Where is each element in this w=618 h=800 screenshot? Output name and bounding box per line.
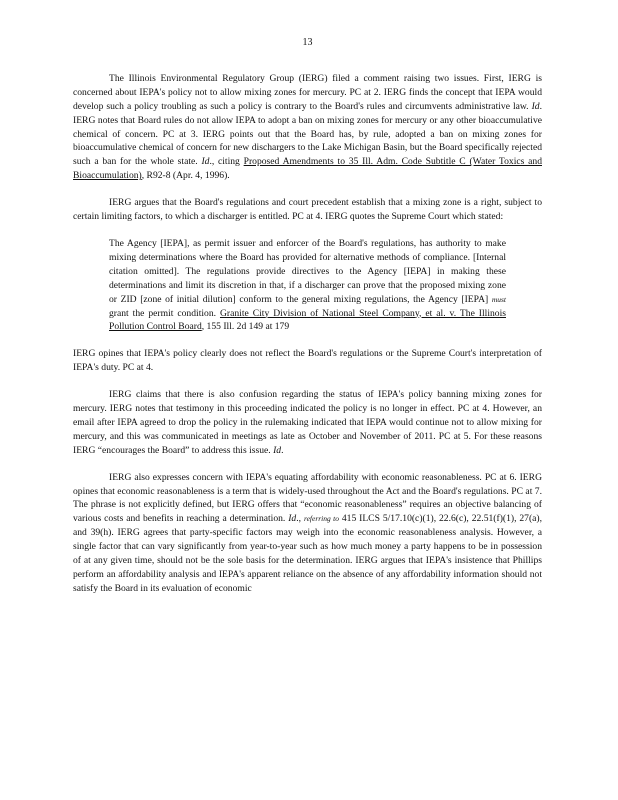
paragraph-text: ., bbox=[296, 513, 304, 525]
paragraph-text: must bbox=[491, 294, 506, 304]
paragraph-text: grant the permit condition. bbox=[109, 307, 220, 319]
paragraph-text: 415 ILCS 5/17.10(c)(1), 22.6(c), 22.51(f)(1), 27(a), and 39(h). IERG agrees that party-specific factors may weigh into the economic reasonableness analysis. However, a single factor that can vary significantly from year-to-year such as how much money a party happens to be in possession of at any given time, should not be the sole basis for the determination. IERG argues that IEPA's insistence that Phillips perform an affordability analysis and IEPA's apparent reliance on the absence of any affordability information should not satisfy the Board in its evaluation of economic bbox=[73, 513, 543, 594]
page-number: 13 bbox=[302, 37, 313, 48]
citation-text: Proposed Amendments to 35 Ill. Adm. Code Subtitle C (Water Toxics and Bioaccumulation) bbox=[73, 156, 542, 182]
paragraph-text: ., citing bbox=[209, 156, 244, 168]
citation-text: Granite City Division of National Steel Company, et al. v. The Illinois Pollution Control Board bbox=[109, 307, 506, 333]
paragraph bbox=[73, 388, 542, 458]
paragraph bbox=[73, 72, 542, 183]
block-quote bbox=[73, 237, 542, 334]
paragraph bbox=[73, 196, 542, 224]
paragraph-text: IERG argues that the Board's regulations and court precedent establish that a mixing zone is a right, subject to certain limiting factors, to which a discharger is entitled. PC at 4. IERG quotes the Supreme Court which stated: bbox=[73, 197, 542, 223]
paragraph-text: Id bbox=[531, 100, 540, 112]
paragraph bbox=[73, 471, 542, 596]
paragraph-text: , 155 Ill. 2d 149 at 179 bbox=[201, 321, 290, 333]
paragraph-text: The Agency [IEPA], as permit issuer and enforcer of the Board's regulations, has authority to make mixing determinations where the Board has provided for alternative methods of compliance. [Internal citation omitted]. The regulations provide directives to the Agency [IEPA] in making these determinations and limit its discretion in that, if a discharger can prove that the proposed mixing zone or ZID [zone of initial dilution] conform to the general mixing regulations, the Agency [IEPA] bbox=[109, 237, 506, 305]
paragraph-text: IERG also expresses concern with IEPA's equating affordability with economic reasonableness. PC at 6. IERG opines that economic reasonableness is a term that is widely-used throughout the Act and the Board's regulations. PC at 7. The phrase is not explicitly defined, but IERG offers that “economic reasonableness” requires an objective balancing of various costs and benefits in reaching a determination. bbox=[73, 471, 542, 525]
paragraph-text: IERG claims that there is also confusion regarding the status of IEPA's policy banning mixing zones for mercury. IERG notes that testimony in this proceeding indicated the policy is no longer in effect. PC at 4. However, an email after IEPA agreed to drop the policy in the rulemaking indicated that IEPA would continue not to allow mixing for mercury, and this was communicated in meetings as late as October and November of 2011. PC at 5. For these reasons IERG “encourages the Board” to address this issue. bbox=[73, 389, 542, 456]
paragraph-text: Id bbox=[201, 156, 210, 168]
paragraph-text: . IERG notes that Board rules do not allow IEPA to adopt a ban on mixing zones for mercury or any other bioaccumulative chemical of concern. PC at 3. IERG points out that the Board has, by rule, adopted a ban on mixing zones for bioaccumulative chemical of concern for new dischargers to the Lake Michigan Basin, but the Board specifically rejected such a ban for the whole state. bbox=[73, 100, 542, 168]
document-body bbox=[73, 72, 542, 596]
paragraph-text: The Illinois Environmental Regulatory Group (IERG) filed a comment raising two issues. First, IERG is concerned about IEPA's policy not to allow mixing zones for mercury. PC at 2. IERG finds the concept that IEPA would develop such a policy troubling as such a policy is contrary to the Board's rules and circumvents administrative law. bbox=[73, 72, 542, 112]
paragraph-text: IERG opines that IEPA's policy clearly does not reflect the Board's regulations or the Supreme Court's interpretation of IEPA's duty. PC at 4. bbox=[73, 348, 542, 374]
paragraph-text: Id bbox=[273, 444, 282, 456]
paragraph-text: Id bbox=[288, 513, 297, 525]
paragraph bbox=[73, 347, 542, 375]
paragraph-text: , R92-8 (Apr. 4, 1996). bbox=[141, 170, 230, 182]
paragraph-text: . bbox=[281, 444, 284, 456]
paragraph-text: referring to bbox=[303, 514, 339, 524]
